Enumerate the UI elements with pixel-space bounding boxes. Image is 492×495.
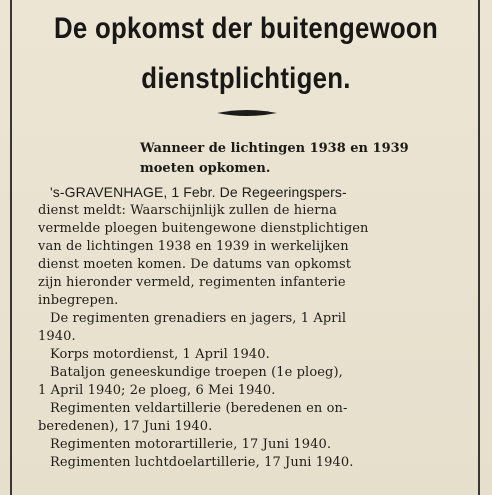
column-rule-right <box>478 0 480 495</box>
body-line: De regimenten grenadiers en jagers, 1 April <box>50 311 347 326</box>
body-line: Regimenten luchtdoelartillerie, 17 Juni 1940. <box>50 455 354 470</box>
column-rule-left <box>10 0 12 495</box>
subheadline-line-2: moeten opkomen. <box>140 161 271 176</box>
subheadline-line-1: Wanneer de lichtingen 1938 en 1939 <box>140 141 409 156</box>
body-line: Regimenten veldartillerie (beredenen en on- <box>50 401 348 416</box>
body-line: zijn hieronder vermeld, regimenten infanterie <box>38 275 346 290</box>
body-line: van de lichtingen 1938 en 1939 in werkelijken <box>38 239 349 254</box>
headline-line-2: dienstplichtigen. <box>141 62 351 95</box>
body-line: Bataljon geneeskundige troepen (1e ploeg), <box>50 365 343 380</box>
body-line: beredenen), 17 Juni 1940. <box>38 419 213 434</box>
body-line: dienst moeten komen. De datums van opkomst <box>38 257 352 272</box>
body-line: dienst meldt: Waarschijnlijk zullen de hierna <box>38 203 337 218</box>
body-line: inbegrepen. <box>38 293 119 308</box>
body-line: 's-GRAVENHAGE, 1 Febr. De Regeeringspers- <box>50 184 347 200</box>
body-line: Regimenten motorartillerie, 17 Juni 1940. <box>50 437 332 452</box>
headline-line-1: De opkomst der buitengewoon <box>54 12 438 45</box>
ornament-divider-icon <box>216 107 278 119</box>
body-line: Korps motordienst, 1 April 1940. <box>50 347 270 362</box>
body-line: 1940. <box>38 329 76 344</box>
body-line: 1 April 1940; 2e ploeg, 6 Mei 1940. <box>38 383 276 398</box>
body-line: vermelde ploegen buitengewone dienstplichtigen <box>38 221 369 236</box>
